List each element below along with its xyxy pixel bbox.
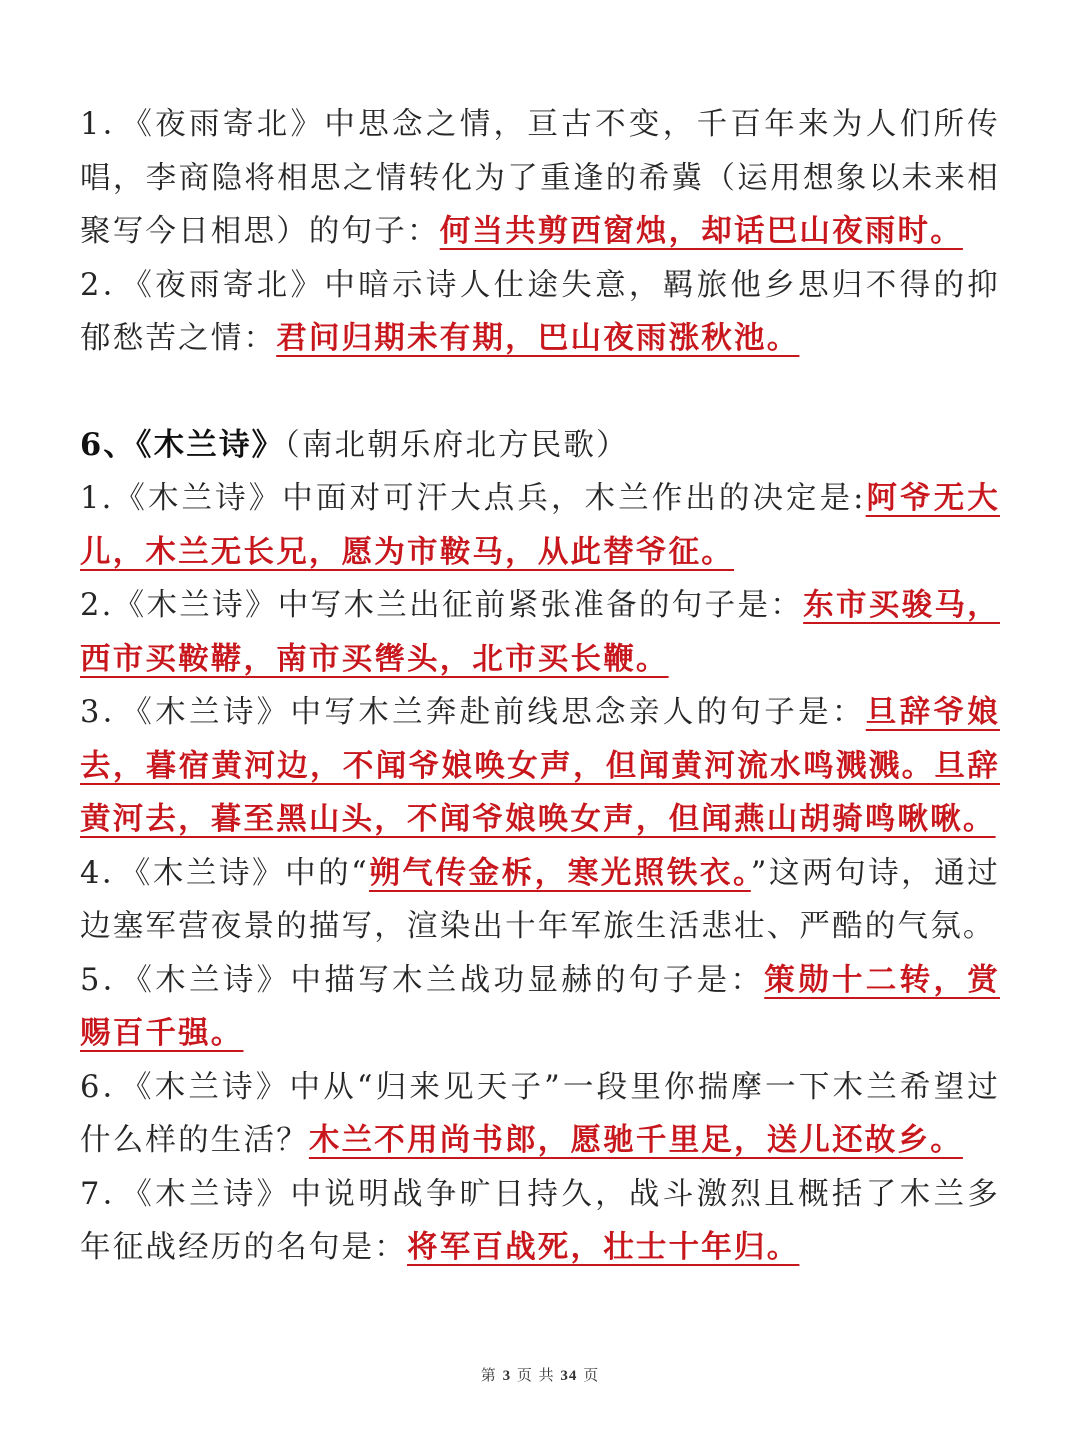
answer-text: 阿爷无大儿，木兰无长兄，愿为市鞍马，从此替爷征。 [80, 480, 1000, 570]
question-5 [80, 954, 1000, 1061]
question-4 [80, 847, 1000, 954]
question-1 [80, 98, 1000, 259]
current-page-number: 3 [502, 1368, 512, 1384]
question-text: 6．《木兰诗》中从“归来见天子”一段里你揣摩一下木兰希望过什么样的生活？ [80, 1069, 1000, 1158]
answer-text: 何当共剪西窗烛，却话巴山夜雨时。 [439, 213, 963, 249]
question-1 [80, 472, 1000, 579]
question-text: 2．《夜雨寄北》中暗示诗人仕途失意，羁旅他乡思归不得的抑郁愁苦之情： [80, 267, 1000, 356]
question-2 [80, 579, 1000, 686]
question-text: 5．《木兰诗》中描写木兰战功显赫的句子是： [80, 962, 765, 998]
answer-text: 将军百战死，壮士十年归。 [407, 1229, 800, 1265]
question-text: 1．《夜雨寄北》中思念之情，亘古不变，千百年来为人们所传唱，李商隐将相思之情转化为了重逢的希冀（运用想象以未来相聚写今日相思）的句子： [80, 107, 1000, 249]
document-body [80, 98, 1000, 1275]
question-text: 4．《木兰诗》中的“ [80, 855, 369, 891]
question-text: 2.《木兰诗》中写木兰出征前紧张准备的句子是： [80, 588, 804, 623]
footer-suffix: 页 [583, 1366, 600, 1384]
footer-middle: 页 共 [516, 1366, 555, 1384]
question-text: 3．《木兰诗》中写木兰奔赴前线思念亲人的句子是： [80, 695, 866, 730]
section-spacer [80, 366, 1000, 419]
question-3 [80, 686, 1000, 847]
question-text: 1.《木兰诗》中面对可汗大点兵，木兰作出的决定是: [80, 481, 866, 516]
answer-text: 东市买骏马，西市买鞍鞯，南市买辔头，北市买长鞭。 [80, 587, 1001, 677]
question-text: 7．《木兰诗》中说明战争旷日持久，战斗激烈且概括了木兰多年征战经历的名句是： [80, 1176, 1000, 1265]
answer-text: 策勋十二转，赏赐百千强。 [80, 961, 1000, 1051]
section-heading [80, 419, 1000, 473]
answer-text: 朔气传金柝，寒光照铁衣。 [368, 854, 751, 891]
page-footer [0, 1364, 1080, 1385]
question-text-continued: ”这两句诗，通过边塞军营夜景的描写，渲染出十年军旅生活悲壮、严酷的气氛。 [80, 855, 1000, 944]
answer-text: 木兰不用尚书郎，愿驰千里足，送儿还故乡。 [308, 1122, 963, 1158]
footer-prefix: 第 [480, 1366, 497, 1384]
answer-text: 旦辞爷娘去，暮宿黄河边，不闻爷娘唤女声，但闻黄河流水鸣溅溅。旦辞黄河去，暮至黑山头，不闻爷娘唤女声，但闻燕山胡骑鸣啾啾。 [80, 694, 1000, 837]
section-title: 6、《木兰诗》 [80, 426, 285, 463]
answer-text: 君问归期未有期，巴山夜雨涨秋池。 [276, 320, 800, 356]
question-2 [80, 259, 1000, 366]
question-7 [80, 1168, 1000, 1275]
question-6 [80, 1061, 1000, 1168]
total-page-count: 34 [560, 1368, 578, 1384]
section-subtitle: （南北朝乐府北方民歌） [284, 427, 629, 463]
